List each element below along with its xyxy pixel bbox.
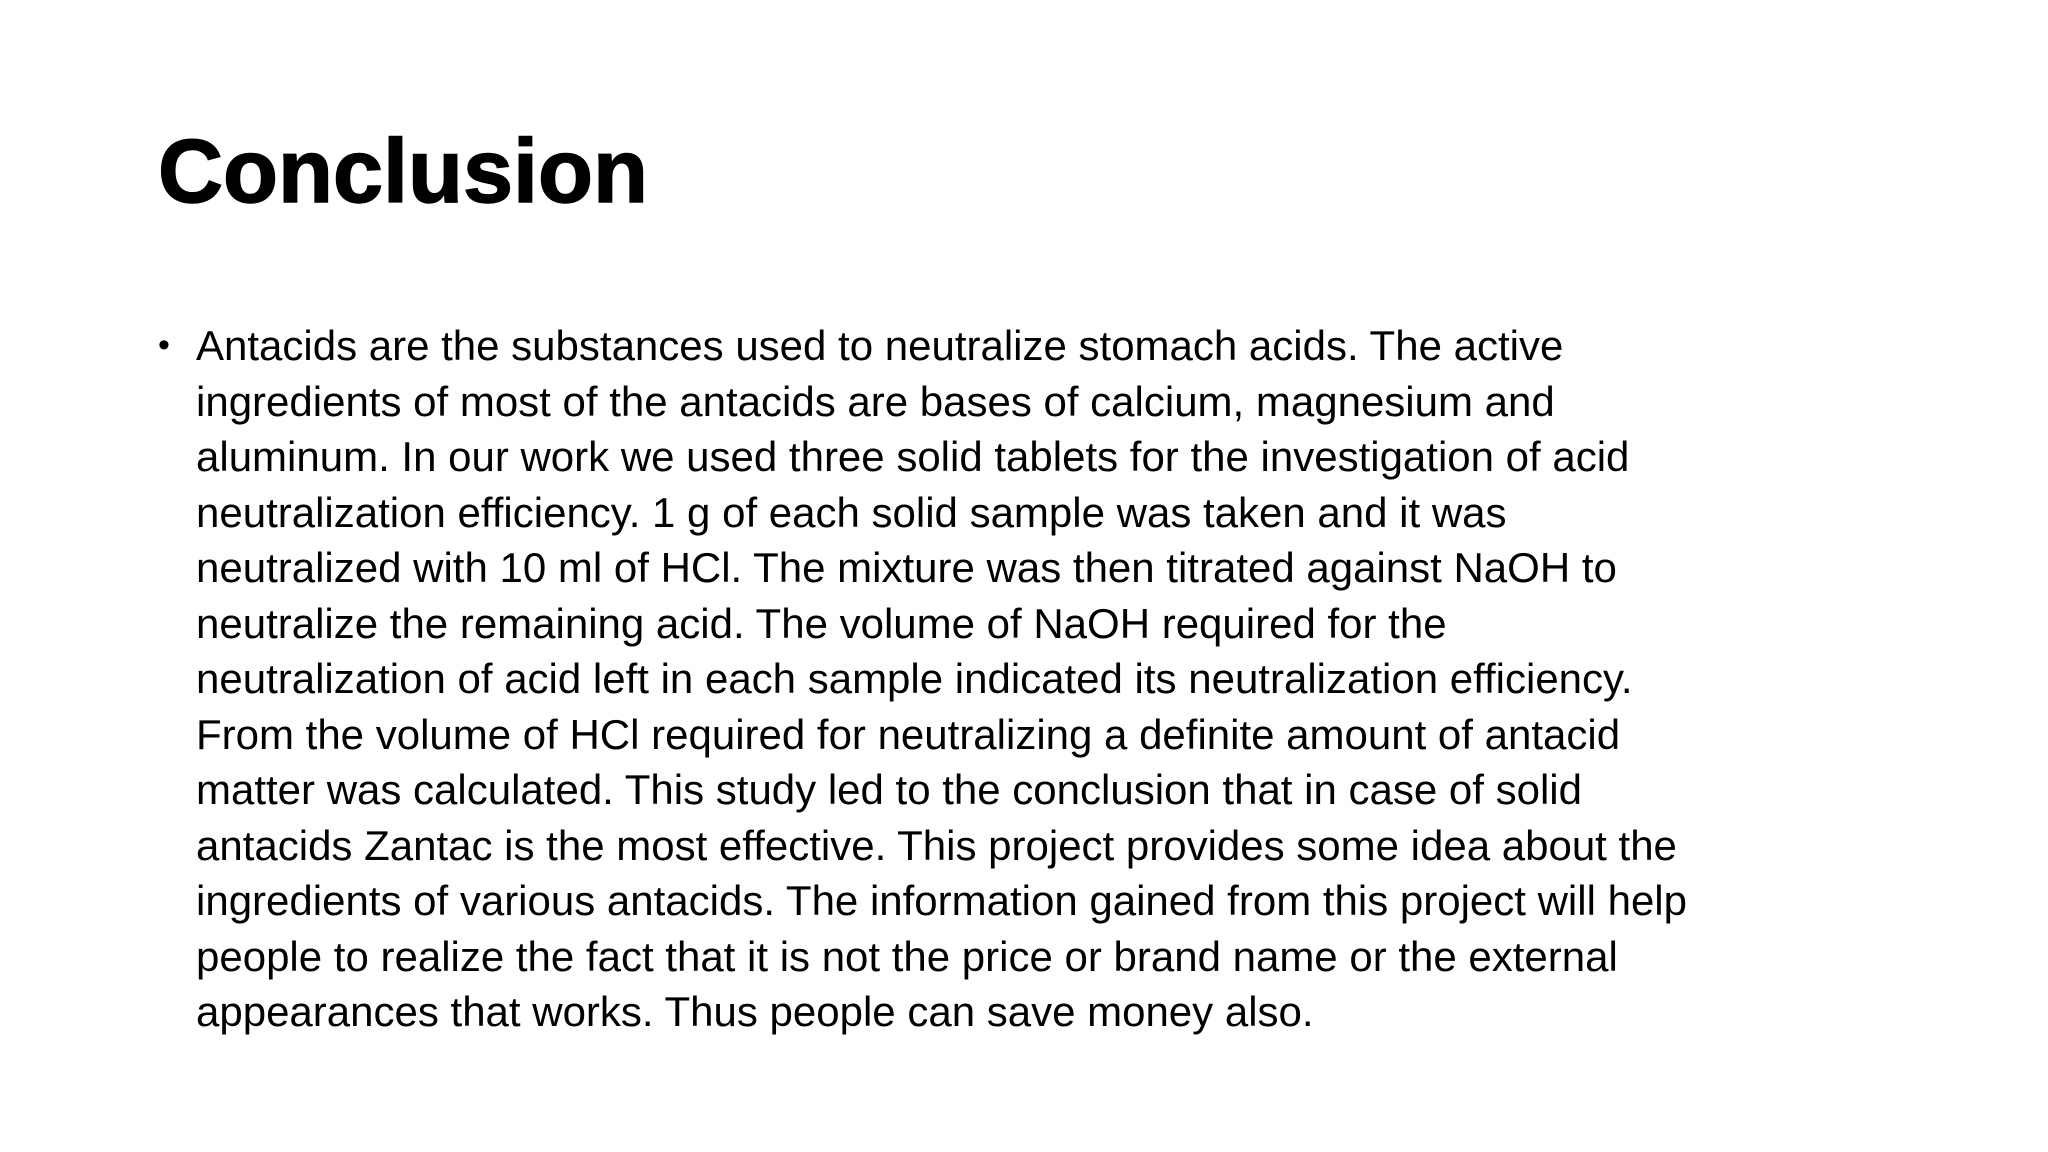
- bullet-text-line: neutralization efficiency. 1 g of each solid sample was taken and it was: [196, 488, 1507, 536]
- bullet-list: [158, 318, 1898, 1040]
- bullet-text-line: ingredients of most of the antacids are bases of calcium, magnesium and: [196, 377, 1555, 425]
- bullet-item: [158, 318, 1898, 1040]
- bullet-text-line: neutralization of acid left in each sample indicated its neutralization efficiency.: [196, 655, 1633, 702]
- bullet-dot-icon: •: [158, 326, 170, 364]
- bullet-text-line: neutralized with 10 ml of HCl. The mixture was then titrated against NaOH to: [196, 544, 1617, 591]
- bullet-text-line: people to realize the fact that it is not the price or brand name or the external: [196, 932, 1618, 980]
- bullet-text-line: matter was calculated. This study led to the conclusion that in case of solid: [196, 766, 1582, 813]
- bullet-text-line: Antacids are the substances used to neutralize stomach acids. The active: [196, 322, 1564, 369]
- bullet-text-line: antacids Zantac is the most effective. This project provides some idea about the: [196, 821, 1677, 869]
- bullet-text-line: aluminum. In our work we used three solid tablets for the investigation of acid: [196, 433, 1630, 480]
- bullet-text-line: neutralize the remaining acid. The volume of NaOH required for the: [196, 599, 1447, 647]
- bullet-text-line: ingredients of various antacids. The information gained from this project will help: [196, 877, 1687, 924]
- slide-title: Conclusion: [158, 122, 648, 222]
- bullet-text-line: From the volume of HCl required for neutralizing a definite amount of antacid: [196, 710, 1621, 758]
- bullet-text-line: appearances that works. Thus people can save money also.: [196, 988, 1314, 1035]
